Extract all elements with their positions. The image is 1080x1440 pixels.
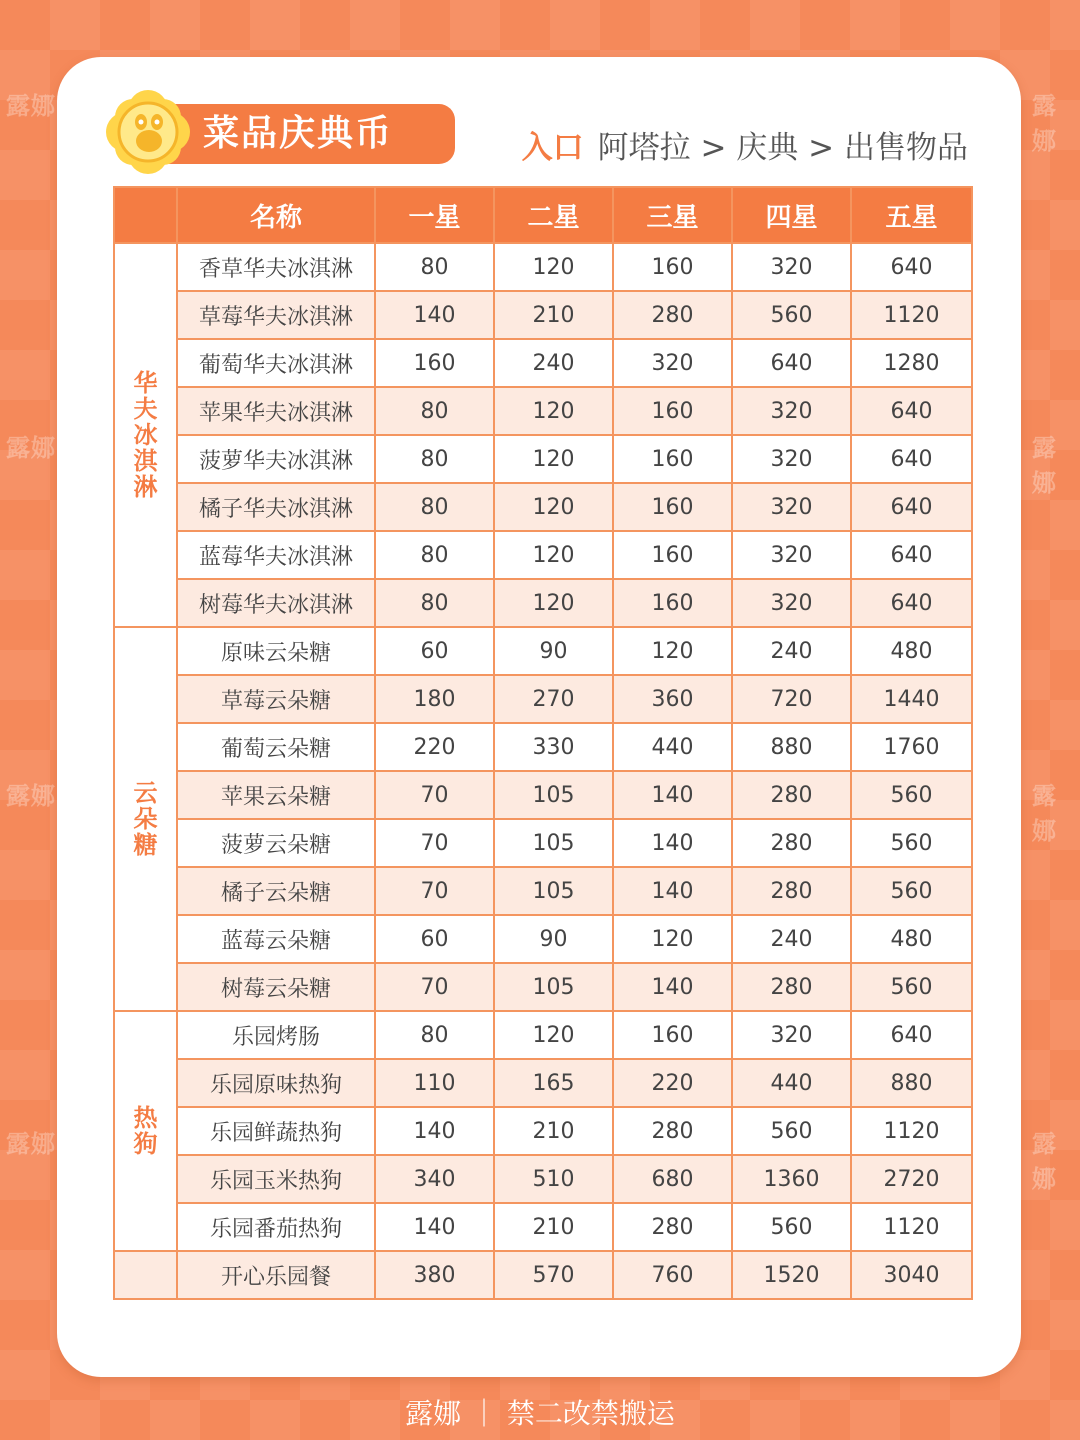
price-cell: 640 [732,339,851,387]
table-row [114,723,972,771]
price-cell: 140 [613,819,732,867]
price-cell: 105 [494,771,613,819]
entry-label: 入口 [521,130,584,166]
price-cell: 90 [494,915,613,963]
coin-icon [106,90,190,174]
price-cell: 640 [851,387,972,435]
price-table [113,186,973,1300]
price-cell: 80 [375,1011,494,1059]
item-name: 苹果云朵糖 [177,771,375,819]
item-name: 树莓华夫冰淇淋 [177,579,375,627]
price-cell: 70 [375,771,494,819]
price-cell: 80 [375,483,494,531]
table-row [114,339,972,387]
price-cell: 140 [613,963,732,1011]
price-cell: 3040 [851,1251,972,1299]
price-cell: 760 [613,1251,732,1299]
price-cell: 105 [494,819,613,867]
price-table-container [113,186,971,1339]
item-name: 苹果华夫冰淇淋 [177,387,375,435]
item-name: 树莓云朵糖 [177,963,375,1011]
price-cell: 380 [375,1251,494,1299]
price-cell: 280 [732,771,851,819]
price-cell: 1360 [732,1155,851,1203]
price-cell: 560 [732,291,851,339]
price-cell: 640 [851,579,972,627]
item-name: 蓝莓云朵糖 [177,915,375,963]
item-name: 蓝莓华夫冰淇淋 [177,531,375,579]
price-cell: 60 [375,627,494,675]
header-4-star: 四星 [732,187,851,243]
table-row [114,1203,972,1251]
category-label [114,1011,177,1251]
price-cell: 280 [732,819,851,867]
category-text: 华夫冰淇淋 [133,369,158,501]
price-cell: 1280 [851,339,972,387]
price-cell: 1440 [851,675,972,723]
item-name: 橘子云朵糖 [177,867,375,915]
item-name: 橘子华夫冰淇淋 [177,483,375,531]
price-cell: 480 [851,627,972,675]
table-row [114,627,972,675]
price-cell: 210 [494,1203,613,1251]
price-cell: 560 [851,819,972,867]
watermark: 露娜 [6,92,56,120]
price-cell: 105 [494,963,613,1011]
entry-path-text: 阿塔拉 > 庆典 > 出售物品 [597,130,968,166]
table-row [114,579,972,627]
price-cell: 280 [732,867,851,915]
item-name: 菠萝华夫冰淇淋 [177,435,375,483]
header-category [114,187,177,243]
price-cell: 160 [613,483,732,531]
price-cell: 220 [613,1059,732,1107]
price-cell: 320 [732,483,851,531]
watermark: 露娜 [1032,1130,1057,1193]
item-name: 乐园番茄热狗 [177,1203,375,1251]
price-cell: 720 [732,675,851,723]
price-cell: 270 [494,675,613,723]
watermark: 露娜 [6,1130,56,1158]
item-name: 乐园烤肠 [177,1011,375,1059]
header-3-star: 三星 [613,187,732,243]
watermark: 露娜 [6,434,56,462]
price-cell: 1760 [851,723,972,771]
price-cell: 60 [375,915,494,963]
price-cell: 360 [613,675,732,723]
price-cell: 80 [375,579,494,627]
price-cell: 120 [494,531,613,579]
table-row [114,1059,972,1107]
price-cell: 140 [375,291,494,339]
price-cell: 880 [851,1059,972,1107]
item-name: 草莓云朵糖 [177,675,375,723]
table-row [114,483,972,531]
item-name: 葡萄华夫冰淇淋 [177,339,375,387]
price-cell: 320 [732,387,851,435]
price-cell: 560 [851,963,972,1011]
price-cell: 510 [494,1155,613,1203]
table-row [114,1155,972,1203]
price-cell: 320 [732,435,851,483]
table-row [114,771,972,819]
table-row [114,963,972,1011]
price-cell: 440 [732,1059,851,1107]
price-cell: 120 [494,1011,613,1059]
price-cell: 120 [613,915,732,963]
price-cell: 1120 [851,1107,972,1155]
table-row [114,387,972,435]
price-cell: 110 [375,1059,494,1107]
price-cell: 80 [375,531,494,579]
category-label [114,627,177,1011]
category-text: 云朵糖 [133,779,158,859]
price-cell: 160 [613,387,732,435]
price-cell: 140 [375,1203,494,1251]
item-name: 乐园鲜蔬热狗 [177,1107,375,1155]
watermark: 露娜 [1032,782,1057,845]
price-cell: 160 [613,531,732,579]
price-cell: 560 [732,1107,851,1155]
price-cell: 70 [375,819,494,867]
price-cell: 140 [375,1107,494,1155]
table-row [114,291,972,339]
item-name: 香草华夫冰淇淋 [177,243,375,291]
price-cell: 280 [732,963,851,1011]
item-name: 乐园玉米热狗 [177,1155,375,1203]
price-cell: 560 [851,771,972,819]
header-2-star: 二星 [494,187,613,243]
header-name: 名称 [177,187,375,243]
price-cell: 320 [613,339,732,387]
price-cell: 240 [494,339,613,387]
price-cell: 70 [375,867,494,915]
footer-text: 露娜 ｜ 禁二改禁搬运 [405,1397,675,1430]
price-cell: 120 [613,627,732,675]
price-cell: 640 [851,483,972,531]
price-cell: 480 [851,915,972,963]
price-cell: 680 [613,1155,732,1203]
price-cell: 560 [732,1203,851,1251]
price-cell: 70 [375,963,494,1011]
price-cell: 560 [851,867,972,915]
price-cell: 120 [494,483,613,531]
price-cell: 320 [732,243,851,291]
category-cell [114,1251,177,1299]
price-cell: 640 [851,1011,972,1059]
price-cell: 320 [732,1011,851,1059]
price-cell: 120 [494,579,613,627]
table-row [114,915,972,963]
header-1-star: 一星 [375,187,494,243]
price-cell: 160 [613,1011,732,1059]
price-cell: 220 [375,723,494,771]
price-cell: 160 [613,579,732,627]
price-cell: 80 [375,435,494,483]
table-row [114,867,972,915]
item-name: 草莓华夫冰淇淋 [177,291,375,339]
price-cell: 280 [613,291,732,339]
item-name: 乐园原味热狗 [177,1059,375,1107]
price-cell: 90 [494,627,613,675]
item-name: 开心乐园餐 [177,1251,375,1299]
price-cell: 80 [375,387,494,435]
table-row [114,1011,972,1059]
price-cell: 640 [851,243,972,291]
price-cell: 2720 [851,1155,972,1203]
price-cell: 140 [613,771,732,819]
category-label [114,243,177,627]
table-row [114,819,972,867]
watermark: 露娜 [1032,434,1057,497]
item-name: 原味云朵糖 [177,627,375,675]
price-cell: 280 [613,1203,732,1251]
price-cell: 1120 [851,291,972,339]
price-cell: 140 [613,867,732,915]
table-header-row [114,187,972,243]
price-cell: 1120 [851,1203,972,1251]
price-cell: 320 [732,579,851,627]
price-cell: 1520 [732,1251,851,1299]
header-5-star: 五星 [851,187,972,243]
price-cell: 120 [494,243,613,291]
price-cell: 160 [613,243,732,291]
table-row [114,531,972,579]
table-row [114,1251,972,1299]
table-row [114,675,972,723]
table-row [114,1107,972,1155]
table-row [114,435,972,483]
price-cell: 120 [494,387,613,435]
entry-path [522,122,968,167]
table-body [114,243,972,1299]
price-cell: 330 [494,723,613,771]
item-name: 菠萝云朵糖 [177,819,375,867]
price-cell: 210 [494,291,613,339]
page-title: 菜品庆典币 [203,113,394,154]
category-text: 热狗 [133,1104,158,1158]
price-cell: 880 [732,723,851,771]
watermark: 露娜 [1032,92,1057,155]
price-cell: 640 [851,531,972,579]
price-cell: 180 [375,675,494,723]
price-cell: 640 [851,435,972,483]
price-cell: 160 [613,435,732,483]
price-cell: 210 [494,1107,613,1155]
price-cell: 160 [375,339,494,387]
price-cell: 120 [494,435,613,483]
price-cell: 340 [375,1155,494,1203]
price-cell: 570 [494,1251,613,1299]
table-row [114,243,972,291]
price-cell: 165 [494,1059,613,1107]
price-cell: 280 [613,1107,732,1155]
price-cell: 80 [375,243,494,291]
price-cell: 320 [732,531,851,579]
item-name: 葡萄云朵糖 [177,723,375,771]
watermark: 露娜 [6,782,56,810]
price-cell: 240 [732,915,851,963]
price-cell: 440 [613,723,732,771]
price-cell: 240 [732,627,851,675]
price-cell: 105 [494,867,613,915]
